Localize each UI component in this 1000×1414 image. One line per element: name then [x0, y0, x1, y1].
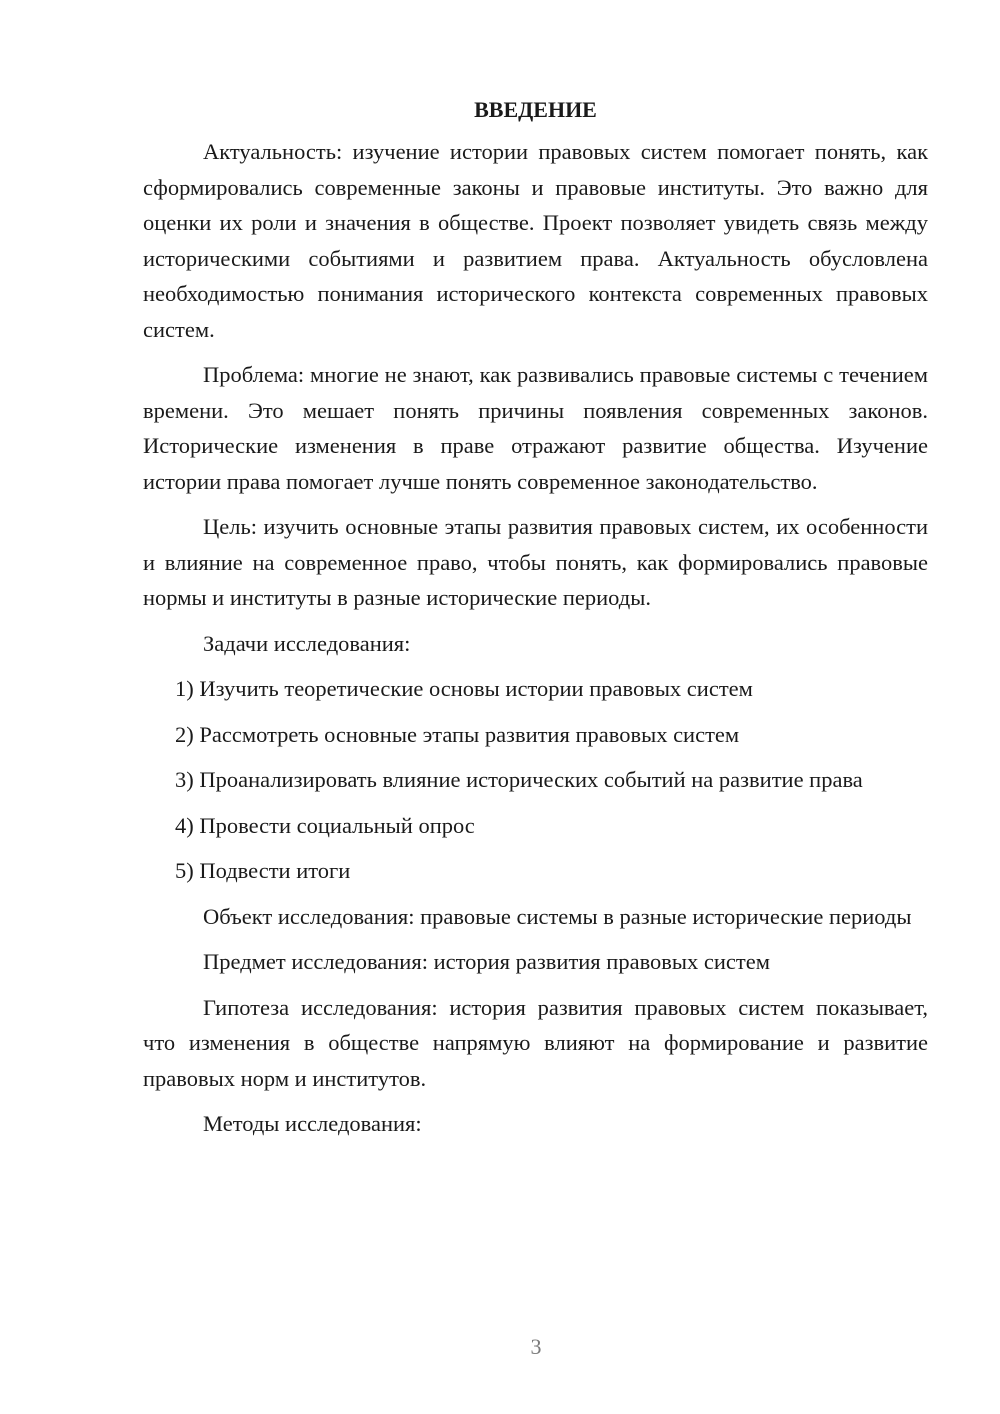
page-number: 3 — [530, 1334, 542, 1359]
hypothesis-paragraph: Гипотеза исследования: история развития правовых систем показывает, что изменения в обществе напрямую влияют на формирование и развитие правовых норм и институтов. — [143, 994, 928, 1091]
methods-title: Методы исследования: — [203, 1111, 422, 1136]
relevance-paragraph: Актуальность: изучение истории правовых систем помогает понять, как сформировались современные законы и правовые институты. Это важно для оценки их роли и значения в обществе. Проект позволяет увидеть связь между историческими событиями и развитием права. Актуальность обусловлена необходимостью понимания исторического контекста современных правовых систем. — [143, 139, 928, 342]
problem-paragraph: Проблема: многие не знают, как развивались правовые системы с течением времени. Это мешает понять причины появления современных законов. Исторические изменения в праве отражают развитие общества. Изучение истории права помогает лучше понять современное законодательство. — [143, 362, 928, 494]
task-item: 2) Рассмотреть основные этапы развития правовых систем — [175, 721, 740, 747]
task-item: 1) Изучить теоретические основы истории правовых систем — [175, 676, 753, 701]
section-heading: ВВЕДЕНИЕ — [474, 97, 597, 122]
subject-paragraph: Предмет исследования: история развития правовых систем — [203, 949, 770, 974]
task-item: 3) Проанализировать влияние исторических событий на развитие права — [175, 767, 863, 792]
tasks-title: Задачи исследования: — [203, 630, 411, 656]
goal-paragraph: Цель: изучить основные этапы развития правовых систем, их особенности и влияние на современное право, чтобы понять, как формировались правовые нормы и институты в разные исторические периоды. — [143, 514, 928, 610]
object-paragraph: Объект исследования: правовые системы в разные исторические периоды — [203, 903, 912, 929]
document-body — [143, 92, 928, 1152]
task-item: 5) Подвести итоги — [175, 858, 351, 883]
task-item: 4) Провести социальный опрос — [175, 812, 475, 838]
